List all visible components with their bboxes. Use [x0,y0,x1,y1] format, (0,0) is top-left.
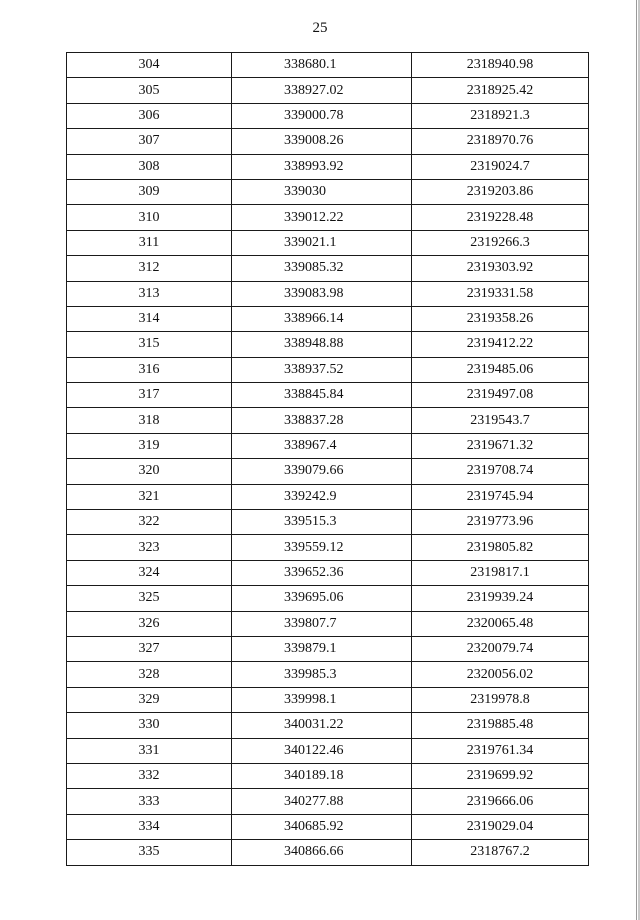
point-number-cell: 322 [67,510,232,535]
point-number-cell: 318 [67,408,232,433]
table-row [67,840,589,865]
point-number-cell: 305 [67,78,232,103]
x-coordinate-cell: 340031.22 [232,713,412,738]
y-coordinate-cell: 2318921.3 [412,103,589,128]
y-coordinate-cell: 2318970.76 [412,129,589,154]
point-number-cell: 333 [67,789,232,814]
point-number-cell: 311 [67,230,232,255]
x-coordinate-cell: 338845.84 [232,383,412,408]
table-row [67,78,589,103]
x-coordinate-cell: 338927.02 [232,78,412,103]
x-coordinate-cell: 338993.92 [232,154,412,179]
point-number-cell: 332 [67,763,232,788]
point-number-cell: 319 [67,433,232,458]
y-coordinate-cell: 2319666.06 [412,789,589,814]
point-number-cell: 328 [67,662,232,687]
x-coordinate-cell: 339695.06 [232,586,412,611]
table-row [67,332,589,357]
y-coordinate-cell: 2319029.04 [412,814,589,839]
point-number-cell: 334 [67,814,232,839]
point-number-cell: 326 [67,611,232,636]
point-number-cell: 330 [67,713,232,738]
point-number-cell: 331 [67,738,232,763]
table-row [67,179,589,204]
x-coordinate-cell: 339083.98 [232,281,412,306]
table-row [67,408,589,433]
point-number-cell: 317 [67,383,232,408]
point-number-cell: 327 [67,636,232,661]
y-coordinate-cell: 2319708.74 [412,459,589,484]
table-row [67,306,589,331]
x-coordinate-cell: 339652.36 [232,560,412,585]
coordinates-table [66,52,589,866]
table-row [67,535,589,560]
x-coordinate-cell: 339807.7 [232,611,412,636]
coordinates-table-body [67,53,589,866]
x-coordinate-cell: 340122.46 [232,738,412,763]
y-coordinate-cell: 2319203.86 [412,179,589,204]
x-coordinate-cell: 340685.92 [232,814,412,839]
y-coordinate-cell: 2319817.1 [412,560,589,585]
table-row [67,738,589,763]
table-row [67,510,589,535]
x-coordinate-cell: 340189.18 [232,763,412,788]
y-coordinate-cell: 2319358.26 [412,306,589,331]
point-number-cell: 329 [67,687,232,712]
x-coordinate-cell: 338837.28 [232,408,412,433]
x-coordinate-cell: 340866.66 [232,840,412,865]
y-coordinate-cell: 2319805.82 [412,535,589,560]
point-number-cell: 314 [67,306,232,331]
table-row [67,560,589,585]
y-coordinate-cell: 2319978.8 [412,687,589,712]
point-number-cell: 315 [67,332,232,357]
point-number-cell: 306 [67,103,232,128]
table-row [67,814,589,839]
y-coordinate-cell: 2318940.98 [412,53,589,78]
y-coordinate-cell: 2319543.7 [412,408,589,433]
y-coordinate-cell: 2319497.08 [412,383,589,408]
scan-edge-line [636,0,637,920]
point-number-cell: 307 [67,129,232,154]
x-coordinate-cell: 339998.1 [232,687,412,712]
y-coordinate-cell: 2319939.24 [412,586,589,611]
x-coordinate-cell: 338937.52 [232,357,412,382]
y-coordinate-cell: 2320056.02 [412,662,589,687]
x-coordinate-cell: 339021.1 [232,230,412,255]
x-coordinate-cell: 338680.1 [232,53,412,78]
point-number-cell: 324 [67,560,232,585]
y-coordinate-cell: 2319745.94 [412,484,589,509]
table-row [67,357,589,382]
table-row [67,459,589,484]
y-coordinate-cell: 2318767.2 [412,840,589,865]
y-coordinate-cell: 2320079.74 [412,636,589,661]
table-row [67,433,589,458]
x-coordinate-cell: 339030 [232,179,412,204]
table-row [67,281,589,306]
table-row [67,713,589,738]
y-coordinate-cell: 2319024.7 [412,154,589,179]
y-coordinate-cell: 2319266.3 [412,230,589,255]
y-coordinate-cell: 2319331.58 [412,281,589,306]
y-coordinate-cell: 2319228.48 [412,205,589,230]
point-number-cell: 325 [67,586,232,611]
y-coordinate-cell: 2319671.32 [412,433,589,458]
point-number-cell: 335 [67,840,232,865]
point-number-cell: 313 [67,281,232,306]
table-row [67,586,589,611]
table-row [67,154,589,179]
y-coordinate-cell: 2319412.22 [412,332,589,357]
point-number-cell: 316 [67,357,232,382]
point-number-cell: 320 [67,459,232,484]
table-row [67,763,589,788]
x-coordinate-cell: 339012.22 [232,205,412,230]
x-coordinate-cell: 339008.26 [232,129,412,154]
point-number-cell: 321 [67,484,232,509]
y-coordinate-cell: 2320065.48 [412,611,589,636]
y-coordinate-cell: 2318925.42 [412,78,589,103]
x-coordinate-cell: 339079.66 [232,459,412,484]
table-row [67,129,589,154]
point-number-cell: 308 [67,154,232,179]
x-coordinate-cell: 339085.32 [232,256,412,281]
table-row [67,256,589,281]
point-number-cell: 309 [67,179,232,204]
table-row [67,484,589,509]
table-row [67,662,589,687]
table-row [67,230,589,255]
y-coordinate-cell: 2319699.92 [412,763,589,788]
table-row [67,205,589,230]
table-row [67,611,589,636]
x-coordinate-cell: 339559.12 [232,535,412,560]
table-row [67,687,589,712]
y-coordinate-cell: 2319761.34 [412,738,589,763]
table-row [67,383,589,408]
x-coordinate-cell: 339242.9 [232,484,412,509]
point-number-cell: 304 [67,53,232,78]
table-row [67,636,589,661]
x-coordinate-cell: 338948.88 [232,332,412,357]
x-coordinate-cell: 338966.14 [232,306,412,331]
point-number-cell: 310 [67,205,232,230]
point-number-cell: 312 [67,256,232,281]
table-row [67,789,589,814]
table-row [67,53,589,78]
y-coordinate-cell: 2319485.06 [412,357,589,382]
y-coordinate-cell: 2319773.96 [412,510,589,535]
x-coordinate-cell: 339000.78 [232,103,412,128]
x-coordinate-cell: 339879.1 [232,636,412,661]
x-coordinate-cell: 338967.4 [232,433,412,458]
x-coordinate-cell: 339515.3 [232,510,412,535]
x-coordinate-cell: 339985.3 [232,662,412,687]
y-coordinate-cell: 2319303.92 [412,256,589,281]
table-row [67,103,589,128]
x-coordinate-cell: 340277.88 [232,789,412,814]
page-number: 25 [312,20,328,36]
y-coordinate-cell: 2319885.48 [412,713,589,738]
point-number-cell: 323 [67,535,232,560]
